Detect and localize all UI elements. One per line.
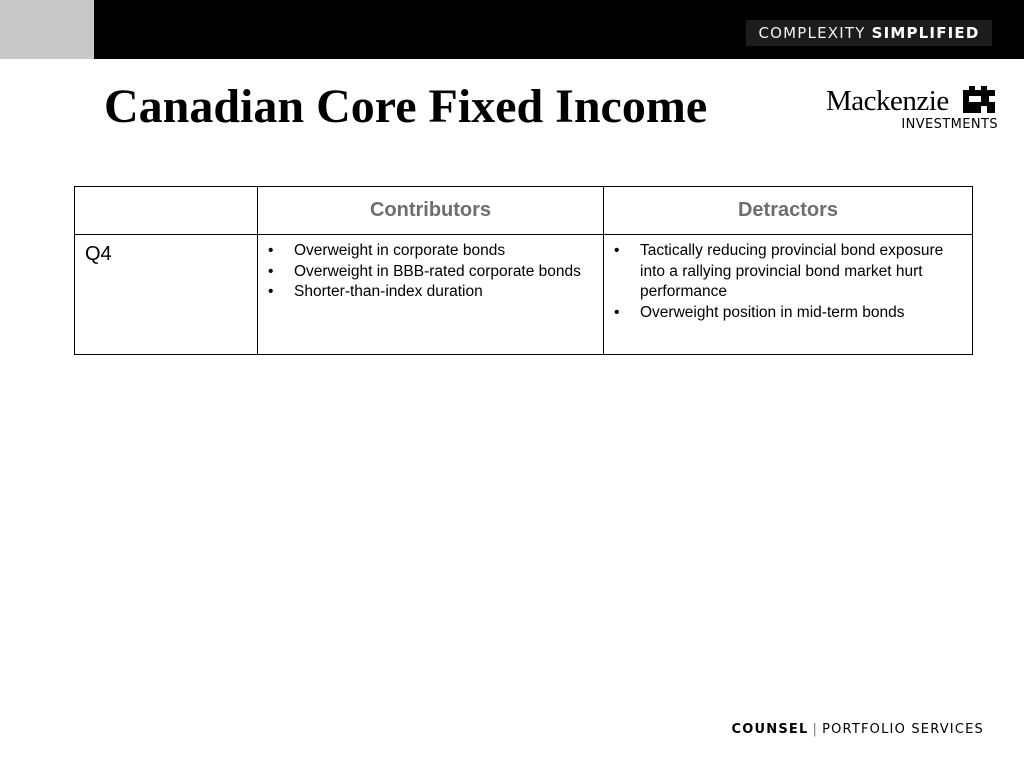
tagline-bold: SIMPLIFIED <box>871 24 980 42</box>
row-label: Q4 <box>75 235 258 355</box>
mackenzie-logo <box>826 84 998 136</box>
tagline <box>746 20 992 46</box>
detractors-cell <box>604 235 973 355</box>
logo-word-investments: INVESTMENTS <box>901 117 998 132</box>
list-item: • Overweight in BBB-rated corporate bonds <box>294 262 593 283</box>
header-contributors: Contributors <box>258 187 604 235</box>
castle-icon <box>962 84 996 114</box>
top-banner <box>0 0 1024 59</box>
logo-word-mackenzie: Mackenzie <box>826 85 949 117</box>
header-detractors: Detractors <box>604 187 973 235</box>
list-item: • Shorter-than-index duration <box>294 282 593 303</box>
list-item: • Overweight in corporate bonds <box>294 241 593 262</box>
footer-counsel: COUNSEL <box>731 722 809 737</box>
performance-table <box>74 186 973 355</box>
slide-title: Canadian Core Fixed Income <box>104 80 708 133</box>
list-item: • Overweight position in mid-term bonds <box>640 303 962 324</box>
contributors-cell <box>258 235 604 355</box>
footer-separator: | <box>812 722 819 737</box>
list-item: • Tactically reducing provincial bond exposure into a rallying provincial bond market hurt performance <box>640 241 962 303</box>
contributors-list <box>258 235 603 303</box>
table-row <box>75 235 973 355</box>
banner-gray-block <box>0 0 94 59</box>
tagline-light: COMPLEXITY <box>758 24 866 42</box>
table-header-row <box>75 187 973 235</box>
footer-brand <box>732 720 984 740</box>
header-empty <box>75 187 258 235</box>
footer-portfolio-services: PORTFOLIO SERVICES <box>822 722 984 737</box>
detractors-list <box>604 235 972 323</box>
